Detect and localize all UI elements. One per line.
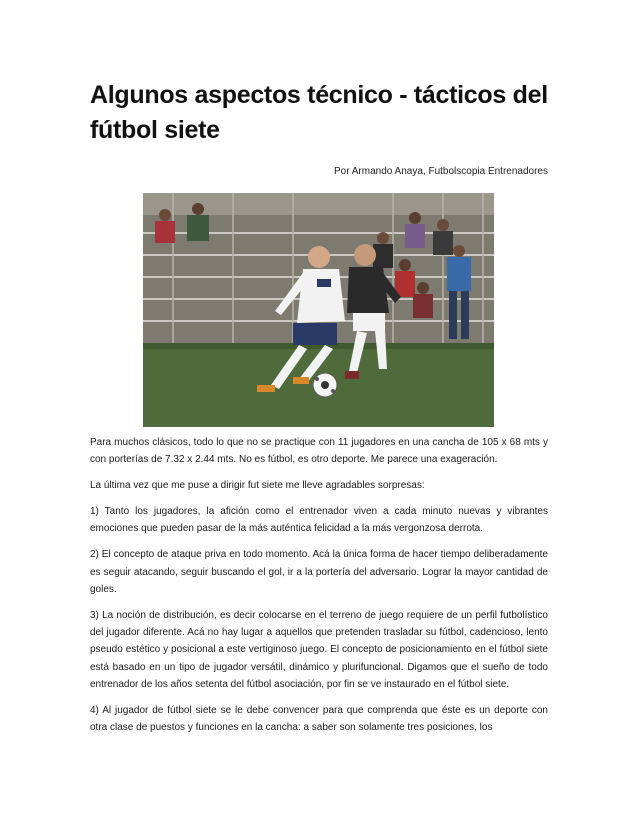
paragraph: 1) Tanto los jugadores, la afición como el entrenador viven a cada minuto nuevas y vibrantes emociones que pueden pasar de la más auténtica felicidad a la más vergonzosa derrota.	[90, 506, 548, 535]
soccer-photo	[143, 193, 494, 427]
soccer-ball	[313, 373, 337, 397]
paragraph: La última vez que me puse a dirigir fut siete me lleve agradables sorpresas:	[90, 480, 425, 492]
paragraph: 3) La noción de distribución, es decir colocarse en el terreno de juego requiere de un perfil futbolístico del jugador diferente. Acá no hay lugar a aquellos que pretenden trasladar su fútbol, cadencioso, lento pseudo estético y posicional a este vertiginoso juego. El concepto de posicionamiento en el fútbol siete está basado en un tipo de jugador versátil, dinámico y plurifuncional. Digamos que el sueño de todo entrenador de los años setenta del fútbol asociación, por fin se ve instaurado en el fútbol siete.	[90, 609, 548, 690]
paragraph: 2) El concepto de ataque priva en todo momento. Acá la única forma de hacer tiempo deliberadamente es seguir atacando, seguir buscando el gol, ir a la portería del adversario. Lograr la mayor cantidad de goles.	[90, 549, 548, 595]
article-body	[90, 434, 548, 745]
paragraph: Para muchos clásicos, todo lo que no se practique con 11 jugadores en una cancha de 105 x 68 mts y con porterías de 7.32 x 2.44 mts. No es fútbol, es otro deporte. Me parece una exageración.	[90, 437, 548, 466]
page-title: Algunos aspectos técnico - tácticos del fútbol siete	[90, 81, 548, 144]
soccer-photo-illustration	[143, 193, 494, 427]
byline: Por Armando Anaya, Futbolscopia Entrenadores	[333, 166, 548, 177]
paragraph: 4) Al jugador de fútbol siete se le debe convencer para que comprenda que éste es un deporte con otra clase de puestos y funciones en la cancha: a saber son solamente tres posiciones, los	[90, 704, 548, 734]
